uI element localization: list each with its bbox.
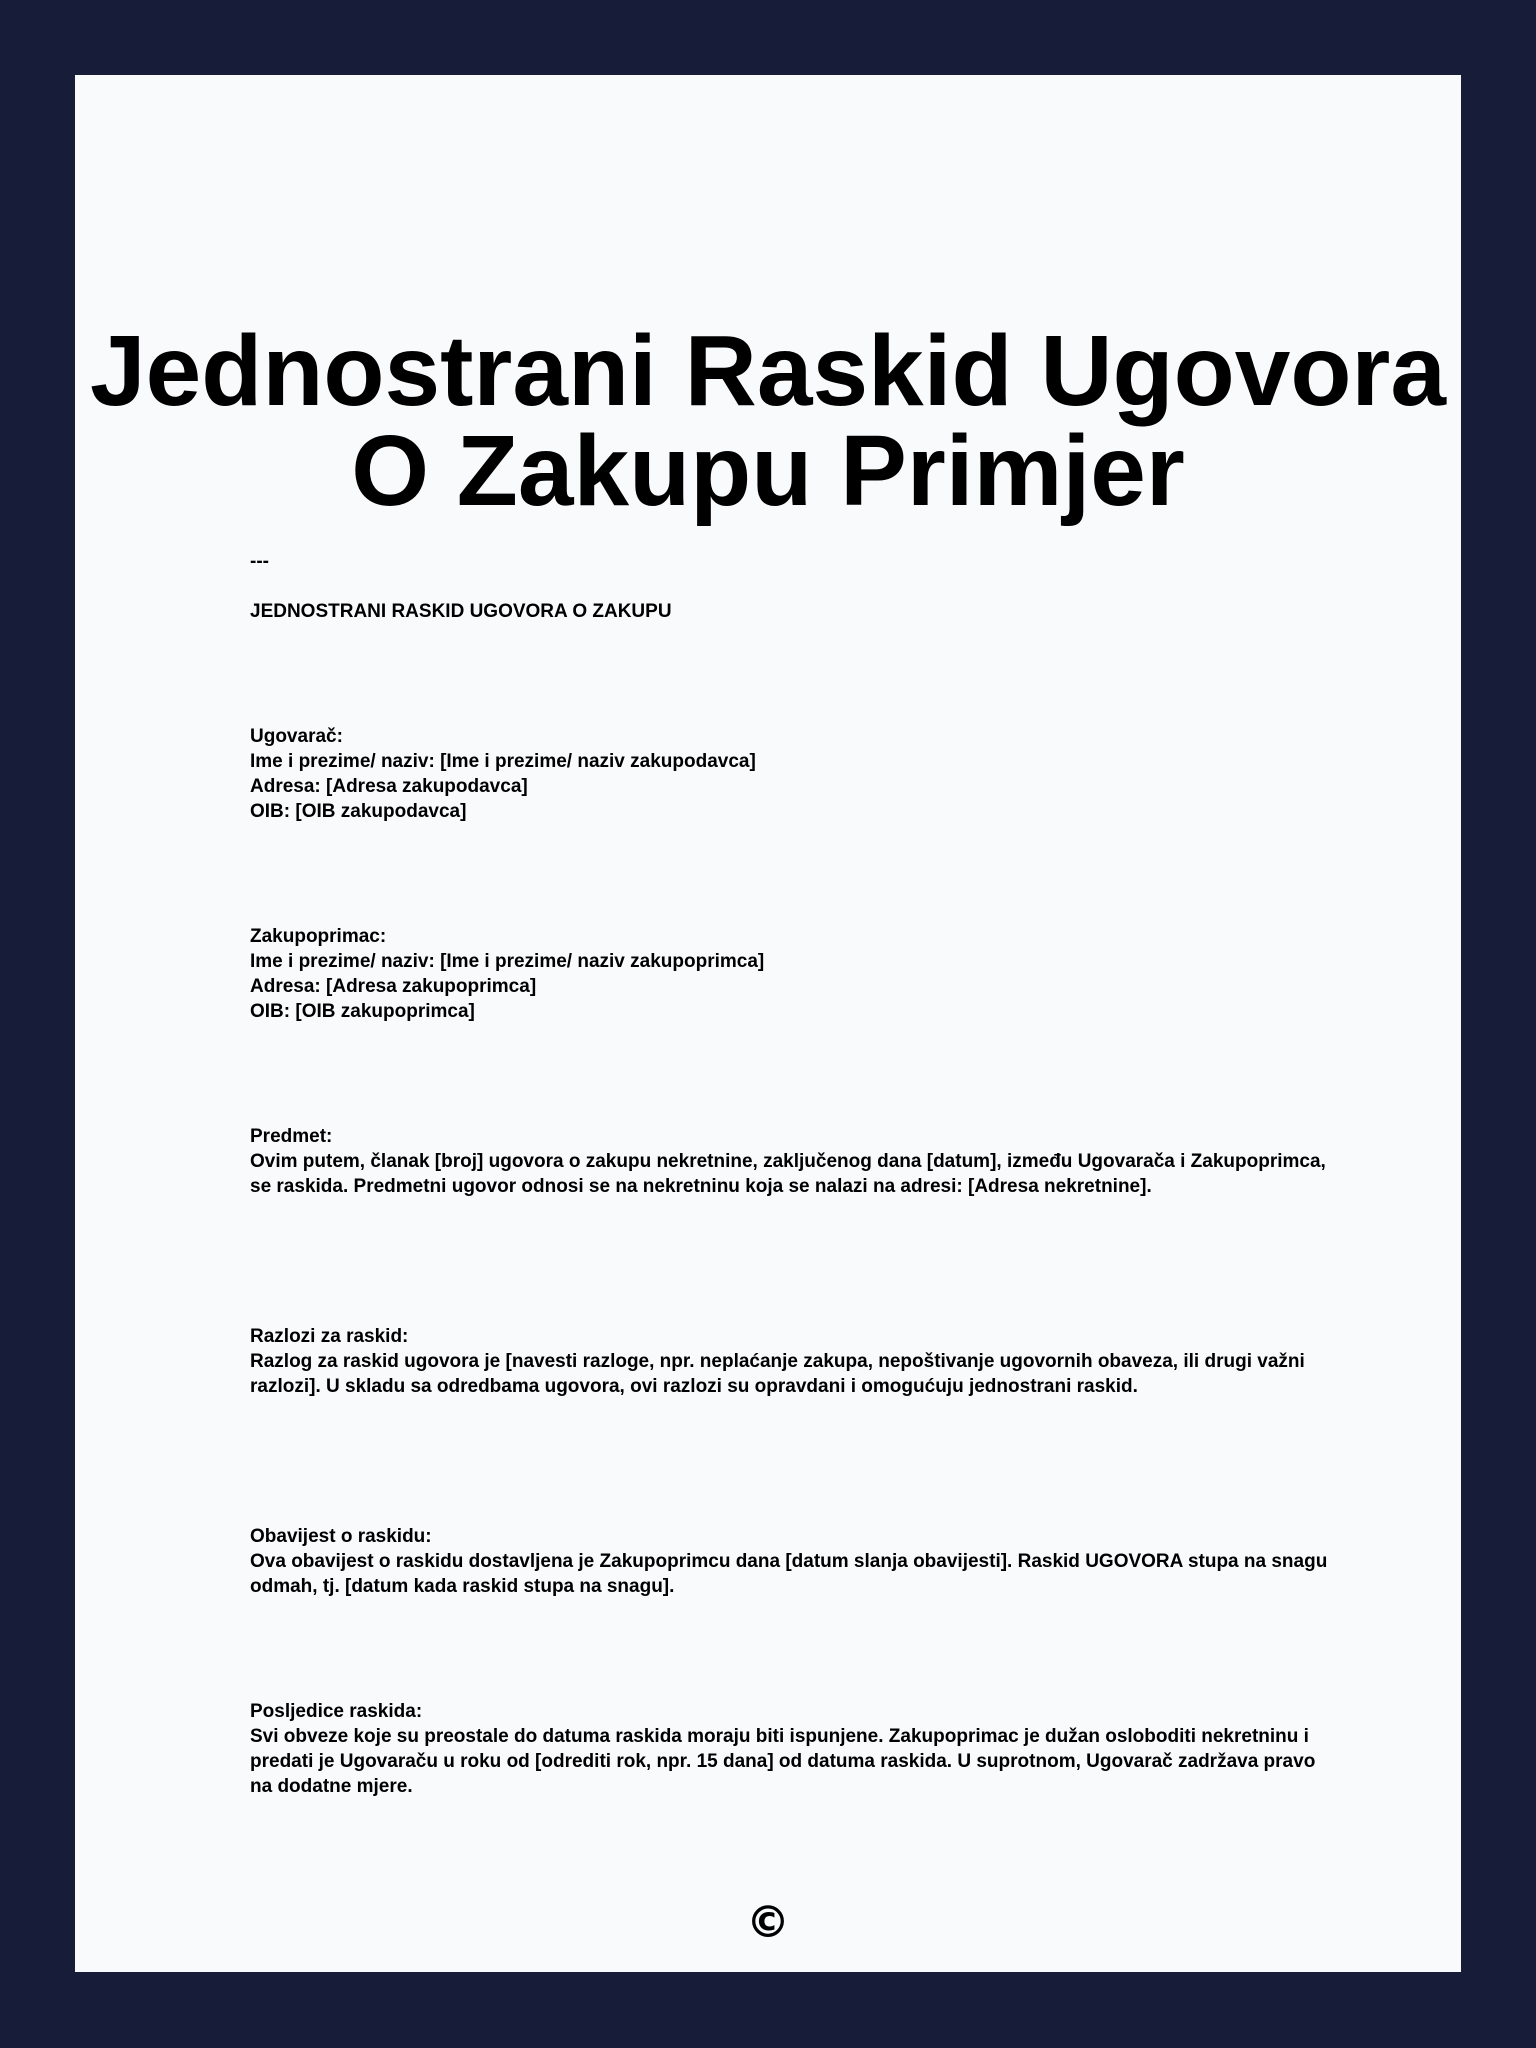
copyright-icon: © [746, 1897, 790, 1948]
obavijest-label: Obavijest o raskidu: [250, 1526, 432, 1547]
predmet-label: Predmet: [250, 1126, 333, 1147]
predmet-section [250, 1124, 1340, 1199]
obavijest-section [250, 1524, 1340, 1599]
ugovarac-section [250, 724, 1340, 824]
zakupoprimac-label: Zakupoprimac: [250, 926, 387, 947]
document-page [75, 75, 1461, 1972]
obavijest-text: Ova obavijest o raskidu dostavljena je Zakupoprimcu dana [datum slanja obavijesti]. Raskid UGOVORA stupa na snagu odmah, tj. [datum kada raskid stupa na snagu]. [250, 1551, 1328, 1597]
zakupoprimac-section [250, 924, 1340, 1024]
razlozi-label: Razlozi za raskid: [250, 1326, 409, 1347]
zakupoprimac-address: Adresa: [Adresa zakupoprimca] [250, 976, 537, 997]
document-title: Jednostrani Raskid Ugovora O Zakupu Primjer [90, 315, 1446, 527]
ugovarac-label: Ugovarač: [250, 726, 343, 747]
predmet-text: Ovim putem, članak [broj] ugovora o zakupu nekretnine, zaključenog dana [datum], između Ugovarača i Zakupoprimca, se raskida. Predmetni ugovor odnosi se na nekretninu koja se nalazi na adresi: [Adresa nekretnine]. [250, 1151, 1326, 1197]
separator: --- [250, 551, 269, 572]
ugovarac-address: Adresa: [Adresa zakupodavca] [250, 776, 528, 797]
posljedice-section [250, 1699, 1340, 1799]
posljedice-text: Svi obveze koje su preostale do datuma raskida moraju biti ispunjene. Zakupoprimac je dužan osloboditi nekretninu i predati je Ugovaraču u roku od [odrediti rok, npr. 15 dana] od datuma raskida. U suprotnom, Ugovarač zadržava pravo na dodatne mjere. [250, 1726, 1316, 1797]
posljedice-label: Posljedice raskida: [250, 1701, 423, 1722]
ugovarac-name: Ime i prezime/ naziv: [Ime i prezime/ naziv zakupodavca] [250, 751, 756, 772]
razlozi-text: Razlog za raskid ugovora je [navesti razloge, npr. neplaćanje zakupa, nepoštivanje ugovornih obaveza, ili drugi važni razlozi]. U skladu sa odredbama ugovora, ovi razlozi su opravdani i omogućuju jednostrani raskid. [250, 1351, 1305, 1397]
zakupoprimac-name: Ime i prezime/ naziv: [Ime i prezime/ naziv zakupoprimca] [250, 951, 765, 972]
razlozi-section [250, 1324, 1340, 1399]
ugovarac-oib: OIB: [OIB zakupodavca] [250, 801, 467, 822]
zakupoprimac-oib: OIB: [OIB zakupoprimca] [250, 1001, 475, 1022]
document-heading: JEDNOSTRANI RASKID UGOVORA O ZAKUPU [250, 601, 672, 622]
